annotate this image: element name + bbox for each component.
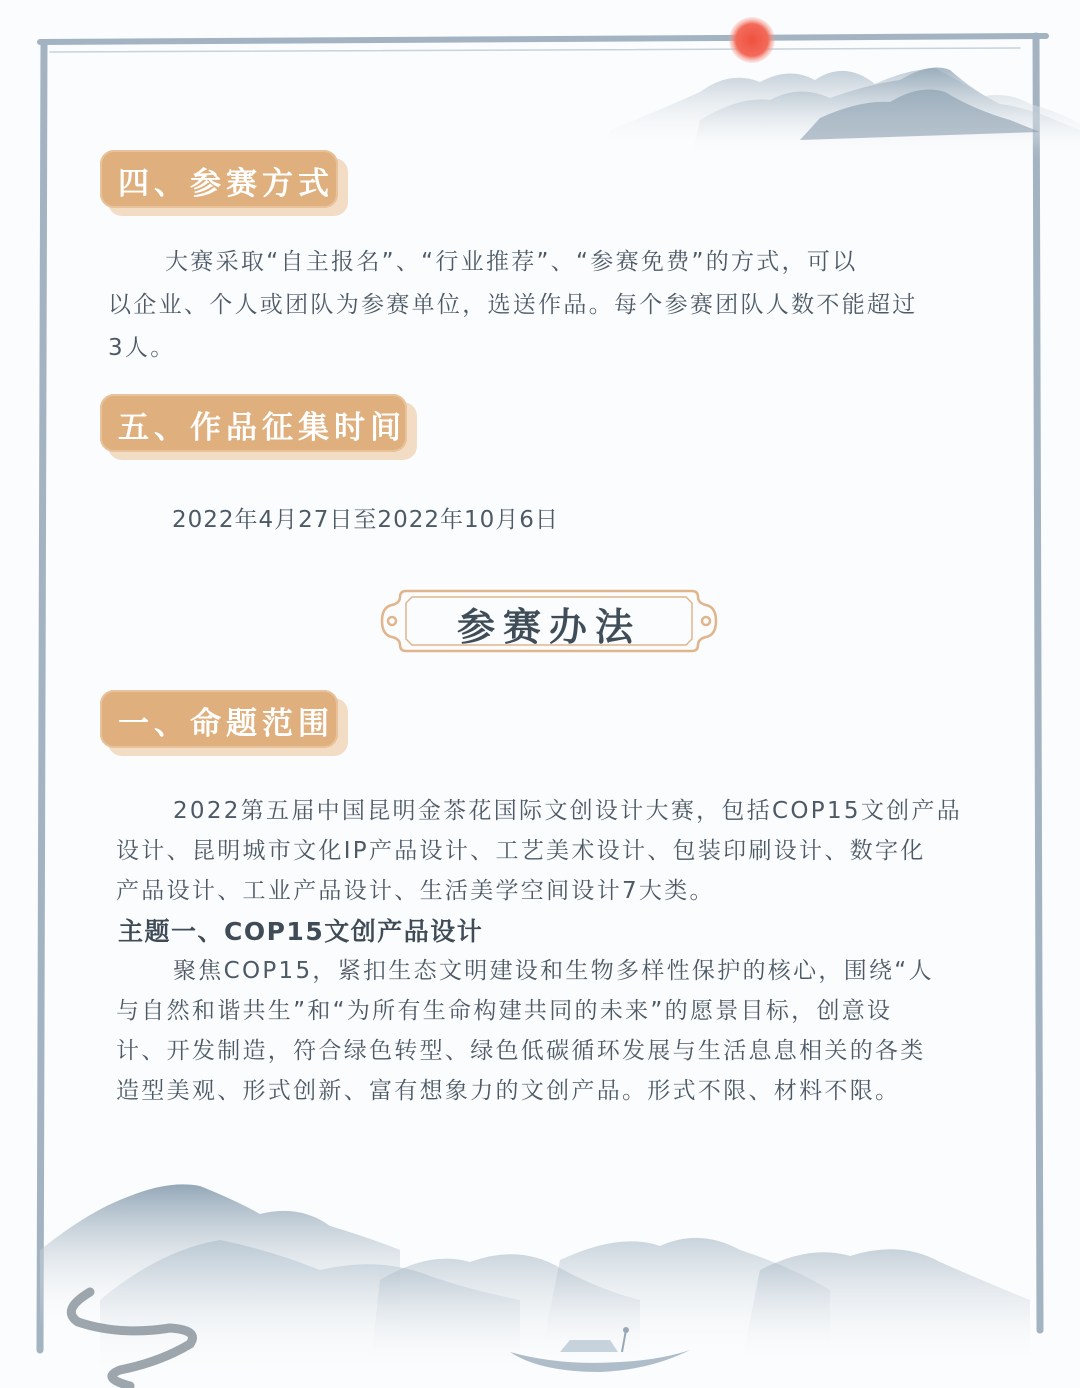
theme-line-2: 与自然和谐共生”和“为所有生命构建共同的未来”的愿景目标，创意设 [116,998,893,1024]
scope-line-3: 产品设计、工业产品设计、生活美学空间设计7大类。 [116,878,715,904]
section-5-title: 五、作品征集时间 [118,410,406,446]
section-1-title: 一、命题范围 [118,706,334,742]
collection-period: 2022年4月27日至2022年10月6日 [172,507,559,533]
section-4-title: 四、参赛方式 [118,166,334,202]
top-mountains [610,68,1080,160]
section-4-line-3: 3人。 [108,335,176,361]
scope-line-2: 设计、昆明城市文化IP产品设计、工艺美术设计、包装印刷设计、数字化 [116,838,926,864]
theme-line-1: 聚焦COP15，紧扣生态文明建设和生物多样性保护的核心，围绕“人 [173,958,934,984]
section-4-heading [100,150,338,208]
section-4-line-1: 大赛采取“自主报名”、“行业推荐”、“参赛免费”的方式，可以 [165,249,858,275]
theme-line-3: 计、开发制造，符合绿色转型、绿色低碳循环发展与生活息息相关的各类 [116,1038,926,1064]
method-title: 参赛办法 [456,605,641,649]
section-5-heading [100,394,407,452]
theme-line-4: 造型美观、形式创新、富有想象力的文创产品。形式不限、材料不限。 [116,1078,901,1104]
scope-line-1: 2022第五届中国昆明金茶花国际文创设计大赛，包括COP15文创产品 [173,798,963,824]
section-1-heading [100,690,338,748]
bottom-mountains [40,1184,1030,1380]
method-title-banner [376,583,722,659]
section-4-line-2: 以企业、个人或团队为参赛单位，选送作品。每个参赛团队人数不能超过 [108,292,918,318]
theme-one-heading: 主题一、COP15文创产品设计 [118,917,484,946]
sun-icon [729,17,775,63]
